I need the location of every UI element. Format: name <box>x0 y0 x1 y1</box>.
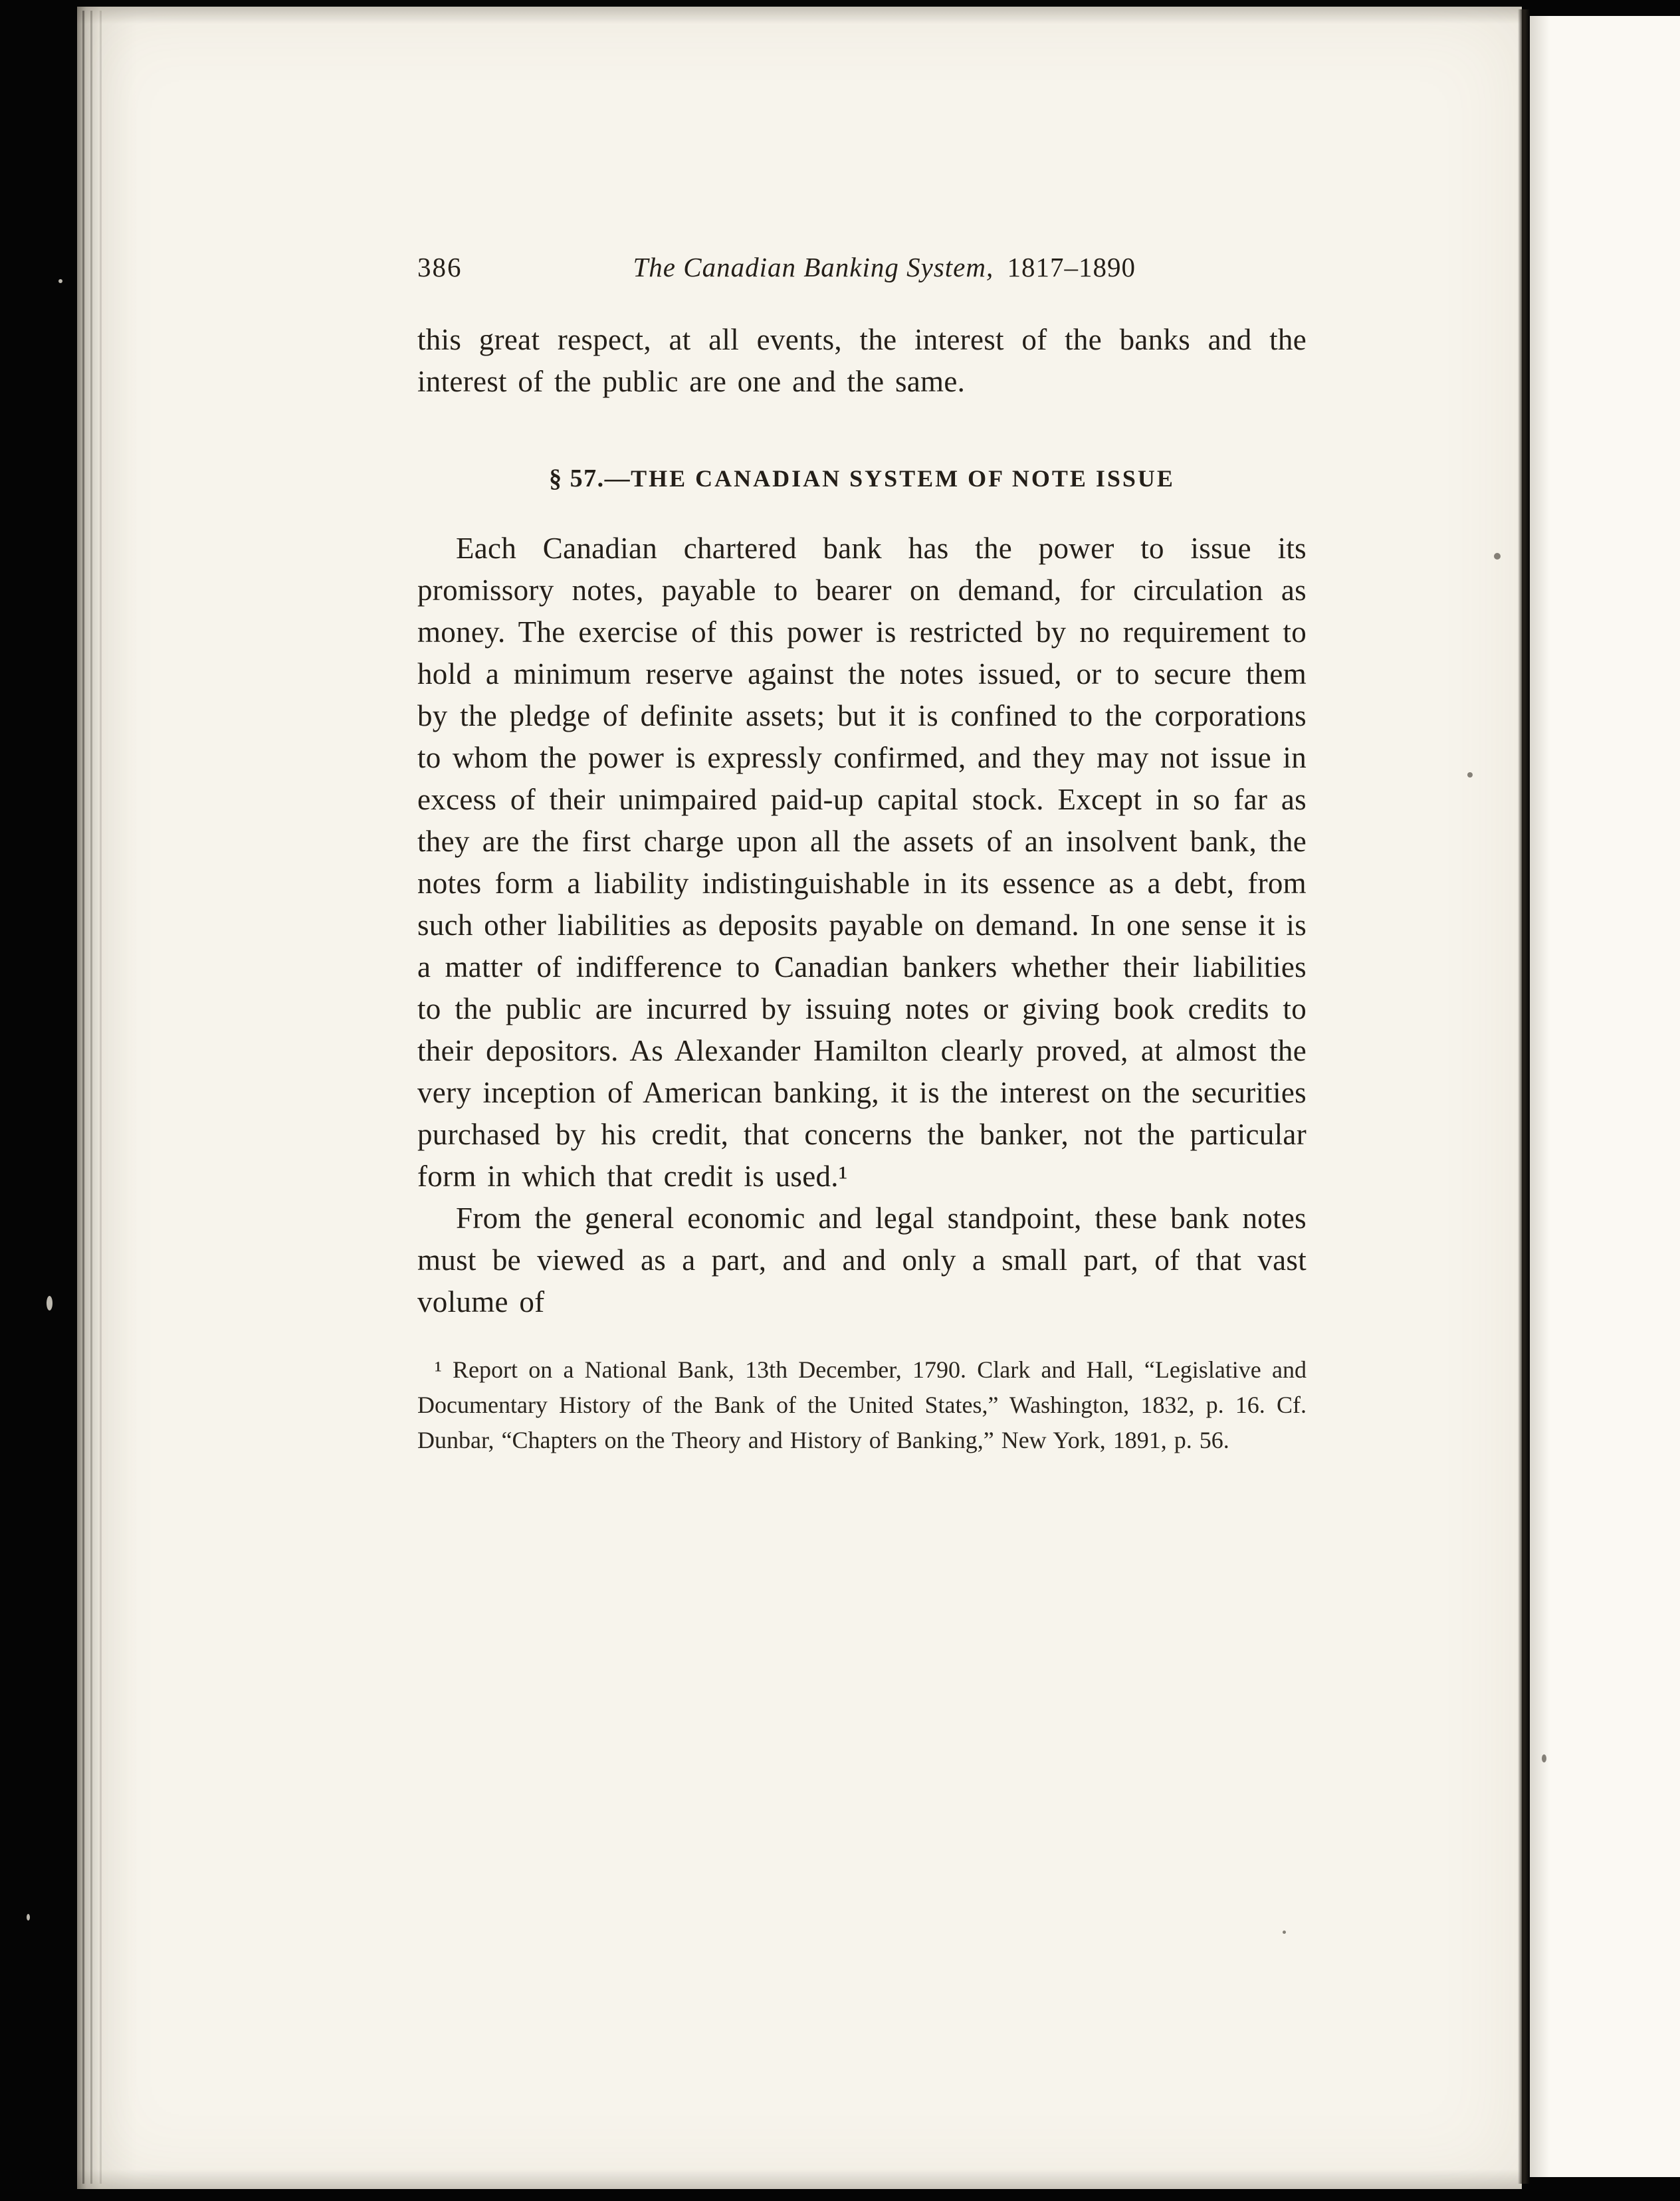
adjacent-page-edge <box>1530 16 1680 2177</box>
paragraph: Each Canadian chartered bank has the power to issue its promissory notes, payable to bearer on demand, for circulation as money. The exercise of this power is restricted by no requirement to hold a minimum reserve against the notes issued, or to secure them by the pledge of definite assets; but it is confined to the corporations to whom the power is expressly confirmed, and they may not issue in excess of their unimpaired paid-up capital stock. Except in so far as they are the first charge upon all the assets of an insolvent bank, the notes form a liability indistinguishable in its essence as a debt, from such other liabilities as deposits payable on demand. In one sense it is a matter of indifference to Canadian bankers whether their liabilities to the public are incurred by issuing notes or giving book credits to their depositors. As Alexander Hamilton clearly proved, at almost the very inception of American banking, it is the interest on the securities purchased by his credit, that concerns the banker, not the particular form in which that credit is used.¹ <box>417 532 1307 1193</box>
page-gutter-shadow <box>1518 9 1530 2184</box>
scan-speck <box>27 1914 30 1921</box>
page-number: 386 <box>417 252 463 282</box>
running-header <box>417 251 1307 286</box>
spine-edge-line <box>82 11 84 2184</box>
scan-speck <box>1283 1931 1286 1934</box>
scan-speck <box>1494 553 1501 560</box>
page-text-block <box>417 251 1307 1458</box>
scan-speck <box>1542 1754 1546 1762</box>
section-heading <box>417 464 1307 493</box>
paragraph-continuation: this great respect, at all events, the interest of the banks and the interest of the public are one and the same. <box>417 323 1307 398</box>
scan-speck <box>1467 772 1473 778</box>
running-title-text: The Canadian Banking System, <box>633 252 994 282</box>
running-title <box>463 251 1307 283</box>
book-page <box>77 7 1522 2189</box>
spine-edge-line <box>100 11 102 2184</box>
section-number: § 57.— <box>549 465 631 492</box>
scan-speck <box>58 279 62 283</box>
running-title-year: 1817–1890 <box>1007 252 1136 282</box>
scan-speck <box>47 1296 52 1310</box>
section-title: THE CANADIAN SYSTEM OF NOTE ISSUE <box>631 465 1175 492</box>
paragraph: From the general economic and legal standpoint, these bank notes must be viewed as a part, and and only a small part, of that vast volume of <box>417 1202 1307 1318</box>
footnote: ¹ Report on a National Bank, 13th December, 1790. Clark and Hall, “Legislative and Documentary History of the Bank of the United States,” Washington, 1832, p. 16. Cf. Dunbar, “Chapters on the Theory and History of Banking,” New York, 1891, p. 56. <box>417 1356 1307 1453</box>
spine-edge-line <box>90 11 92 2184</box>
